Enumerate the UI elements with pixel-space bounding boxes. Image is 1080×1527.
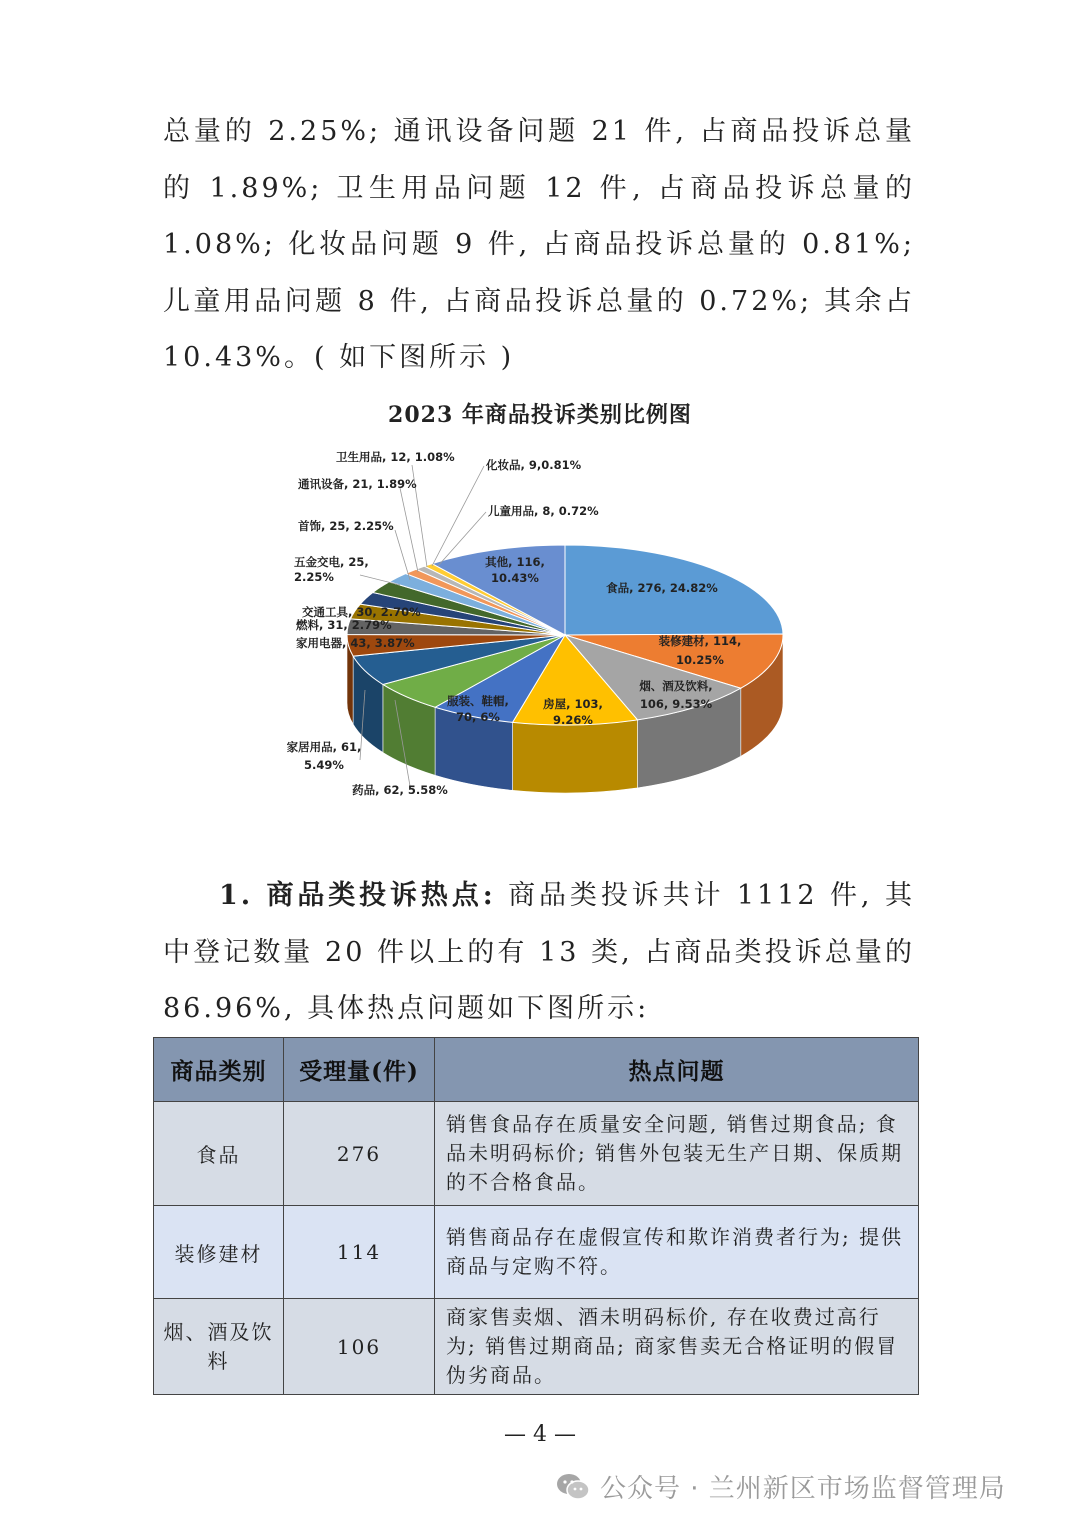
footer-watermark: [556, 1468, 1006, 1505]
slice-label-服装、鞋帽: 70, 6%: [456, 710, 500, 724]
table-header-row: [154, 1038, 919, 1102]
slice-label-交通工具: 交通工具, 30, 2.70%: [302, 605, 421, 619]
slice-label-儿童用品: 儿童用品, 8, 0.72%: [488, 504, 599, 518]
slice-label-烟、酒及饮料: 烟、酒及饮料,: [639, 679, 713, 693]
header-count: 受理量(件): [284, 1038, 435, 1102]
footer-text: 公众号 · 兰州新区市场监督管理局: [600, 1474, 1006, 1504]
table-row: [154, 1206, 919, 1299]
leader-line-通讯设备: [400, 488, 418, 572]
slice-label-房屋: 房屋, 103,: [543, 697, 603, 711]
slice-label-家居用品: 5.49%: [304, 758, 344, 772]
leader-line-化妆品: [432, 466, 484, 566]
slice-label-燃料: 燃料, 31, 2.79%: [296, 618, 392, 632]
cell-count: 106: [284, 1299, 435, 1395]
wechat-icon: [556, 1472, 590, 1502]
leader-line-首饰: [395, 530, 410, 580]
slice-label-五金交电: 五金交电, 25,: [294, 555, 369, 569]
cell-category: 装修建材: [154, 1206, 284, 1299]
slice-label-首饰: 首饰, 25, 2.25%: [298, 519, 394, 533]
slice-label-装修建材: 装修建材, 114,: [658, 634, 742, 648]
page-number: — 4 —: [504, 1422, 576, 1447]
slice-label-其他: 10.43%: [491, 571, 539, 585]
slice-label-房屋: 9.26%: [553, 713, 593, 727]
slice-label-卫生用品: 卫生用品, 12, 1.08%: [336, 450, 455, 464]
slice-label-家居用品: 家居用品, 61,: [286, 740, 362, 754]
slice-label-通讯设备: 通讯设备, 21, 1.89%: [298, 477, 417, 491]
table-row: [154, 1102, 919, 1206]
slice-label-服装、鞋帽: 服装、鞋帽,: [447, 694, 509, 708]
slice-label-装修建材: 10.25%: [676, 653, 724, 667]
pie-chart: [280, 440, 800, 820]
slice-label-药品: 药品, 62, 5.58%: [352, 783, 448, 797]
cell-count: 114: [284, 1206, 435, 1299]
cell-count: 276: [284, 1102, 435, 1206]
slice-label-其他: 其他, 116,: [485, 555, 545, 569]
slice-label-家用电器: 家用电器, 43, 3.87%: [296, 636, 415, 650]
cell-issues: 销售商品存在虚假宣传和欺诈消费者行为; 提供商品与定购不符。: [435, 1206, 919, 1299]
table-row: [154, 1299, 919, 1395]
cell-category: 烟、酒及饮料: [154, 1299, 284, 1395]
chart-title: 2023 年商品投诉类别比例图: [388, 402, 692, 428]
hotspot-body: 商品类投诉共计 1112 件, 其中登记数量 20 件以上的有 13 类, 占商品类投诉总量的 86.96%, 具体热点问题如下图所示:: [163, 880, 915, 1024]
slice-side-房屋: [513, 720, 638, 793]
cell-issues: 销售食品存在质量安全问题, 销售过期食品; 食品未明码标价; 销售外包装无生产日期、保质期的不合格食品。: [435, 1102, 919, 1206]
header-category: 商品类别: [154, 1038, 284, 1102]
cell-issues: 商家售卖烟、酒未明码标价, 存在收费过高行为; 销售过期商品; 商家售卖无合格证明的假冒伪劣商品。: [435, 1299, 919, 1395]
slice-label-烟、酒及饮料: 106, 9.53%: [639, 697, 713, 711]
hotspot-heading: 1. 商品类投诉热点:: [219, 880, 496, 911]
paragraph-2: [163, 868, 915, 1038]
slice-label-五金交电: 2.25%: [294, 570, 334, 584]
hotspot-table: [153, 1037, 919, 1395]
paragraph-1: 总量的 2.25%; 通讯设备问题 21 件, 占商品投诉总量的 1.89%; 卫生用品问题 12 件, 占商品投诉总量的 1.08%; 化妆品问题 9 件, 占商品投诉总量的 0.81%; 儿童用品问题 8 件, 占商品投诉总量的 0.72%; 其余占 10.43%。( 如下图所示 ): [163, 116, 915, 373]
cell-category: 食品: [154, 1102, 284, 1206]
slice-label-食品: 食品, 276, 24.82%: [606, 581, 718, 595]
header-issues: 热点问题: [435, 1038, 919, 1102]
slice-label-化妆品: 化妆品, 9,0.81%: [486, 458, 582, 472]
